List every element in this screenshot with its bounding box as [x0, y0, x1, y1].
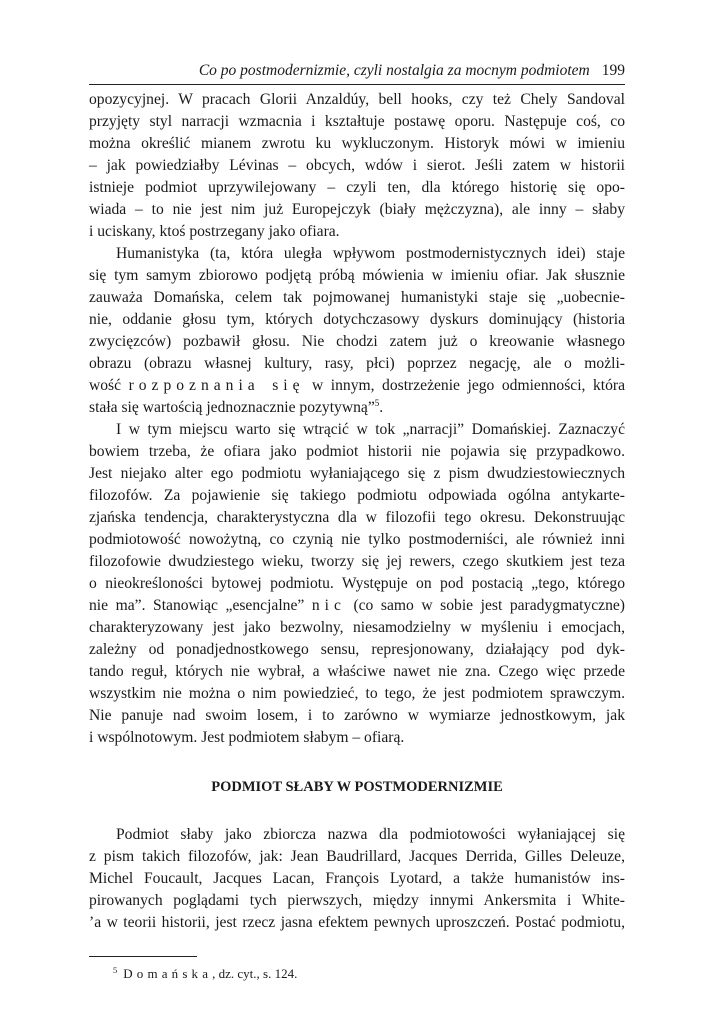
footnote-reference[interactable]: 5 — [374, 398, 380, 408]
text-line: opozycyjnej. W pracach Glorii Anzaldúy, bell hooks, czy też Chely Sandoval — [89, 91, 625, 108]
text-line: charakteryzowany jest jako bezwolny, niesamodzielny w myśleniu i emocjach, — [89, 619, 625, 636]
paragraph-4 — [89, 824, 625, 934]
text-line: i uciskany, ktoś postrzegany jako ofiara. — [89, 223, 340, 240]
text-line: zależny od ponadjednostkowego sensu, represjonowany, działający pod dyk- — [89, 641, 625, 658]
text-line: zjańska tendencja, charakterystyczna dla w filozofii tego okresu. Dekonstruując — [89, 509, 625, 526]
text-fragment: wość — [89, 377, 129, 394]
text-fragment: (co samo w sobie jest paradygmatyczne) — [345, 597, 625, 614]
text-line — [89, 595, 625, 617]
text-line: pirowanych poglądami tych pierwszych, między innymi Ankersmita i White- — [89, 892, 625, 909]
text-line: zauważa Domańska, celem tak pojmowanej humanistyki staje się „uobecnie- — [89, 289, 625, 306]
text-line: wszystkim nie można o nim powiedzieć, to tego, że jest podmiotem sprawczym. — [89, 685, 625, 702]
text-line: obrazu (obrazu własnej kultury, rasy, płci) poprzez negację, ale o możli- — [89, 355, 625, 372]
text-line: i wspólnotowym. Jest podmiotem słabym – ofiarą. — [89, 729, 405, 746]
text-line: – jak powiedziałby Lévinas – obcych, wdów i sierot. Jeśli zatem w historii — [89, 157, 625, 174]
text-line: Jest niejako alter ego podmiotu wyłaniającego się z pism dwudziestowiecznych — [89, 465, 625, 482]
text-line: nie, oddanie głosu tym, których dotychczasowy dyskurs dominujący (historia — [89, 311, 625, 328]
footnote-number: 5 — [113, 965, 118, 975]
book-page — [89, 58, 625, 983]
section-heading: PODMIOT SŁABY W POSTMODERNIZMIE — [211, 779, 503, 795]
text-line: Podmiot słaby jako zbiorcza nazwa dla podmiotowości wyłaniającej się — [116, 826, 625, 843]
text-line: Humanistyka (ta, która uległa wpływom postmodernistycznych idei) staje — [116, 245, 625, 262]
text-fragment: nie ma”. Stanowiąc „esencjalne” — [89, 597, 312, 614]
text-line: z pism takich filozofów, jak: Jean Baudrillard, Jacques Derrida, Gilles Deleuze, — [89, 848, 625, 865]
page-number: 199 — [601, 62, 625, 79]
text-line: bowiem trzeba, że ofiara jako podmiot historii nie pojawia się przypadkowo. — [89, 443, 625, 460]
text-line — [89, 375, 625, 397]
text-line: przyjęty styl narracji wzmacnia i kształtuje postawę oporu. Następuje coś, co — [89, 113, 625, 130]
spaced-emphasis: nic — [311, 597, 346, 614]
paragraph-3 — [89, 419, 625, 749]
text-line: zwycięzców) pozbawił głosu. Nie chodzi zatem już o kreowanie własnego — [89, 333, 625, 350]
text-line: Nie panuje nad swoim losem, i to zarówno w wymiarze jednostkowym, jak — [89, 707, 625, 724]
paragraph-1 — [89, 89, 625, 243]
footnote-citation: , dz. cyt., s. 124. — [212, 966, 298, 981]
footnote — [89, 965, 625, 983]
text-line: ’a w teorii historii, jest rzecz jasna efektem pewnych uproszczeń. Postać podmiotu, — [89, 914, 625, 931]
text-line: o nieokreśloności bytowej podmiotu. Występuje on pod postacią „tego, którego — [89, 575, 625, 592]
text-line: wiada – to nie jest nim już Europejczyk (biały mężczyzna), ale inny – słaby — [89, 201, 625, 218]
text-line: się tym samym zbiorowo podjętą próbą mówienia w imieniu ofiar. Jak słusznie — [89, 267, 625, 284]
text-line: podmiotowość nowożytną, co czynią nie tylko postmoderniści, ale również inni — [89, 531, 625, 548]
spaced-emphasis: rozpoznania się — [128, 377, 305, 394]
text-line: tando reguł, których nie wybrał, a właściwe nawet nie zna. Czego więc przede — [89, 663, 625, 680]
paragraph-2 — [89, 243, 625, 419]
text-line: można określić mianem zwrotu ku wykluczonym. Historyk mówi w imieniu — [89, 135, 625, 152]
body-text — [89, 89, 625, 934]
text-line: I w tym miejscu warto się wtrącić w tok „narracji” Domańskiej. Zaznaczyć — [116, 421, 625, 438]
text-line: filozofów. Za pojawienie się takiego podmiotu odpowiada ogólna antykarte- — [89, 487, 625, 504]
footnote-divider — [89, 956, 197, 957]
running-head-title: Co po postmodernizmie, czyli nostalgia za mocnym podmiotem — [198, 62, 590, 79]
text-fragment: w innym, dostrzeżenie jego odmienności, która — [304, 377, 626, 394]
running-head — [89, 58, 625, 85]
text-line: istnieje podmiot uprzywilejowany – czyli ten, dla którego historię się opo- — [89, 179, 625, 196]
footnote-author: Domańska — [123, 966, 213, 981]
text-line: filozofowie dwudziestego wieku, tworzy się jej rewers, czego skutkiem jest teza — [89, 553, 625, 570]
text-line — [89, 397, 625, 419]
text-line: Michel Foucault, Jacques Lacan, François Lyotard, a także humanistów ins- — [89, 870, 625, 887]
text-fragment: . — [379, 399, 384, 416]
text-fragment: stała się wartością jednoznacznie pozytywną” — [89, 399, 375, 416]
